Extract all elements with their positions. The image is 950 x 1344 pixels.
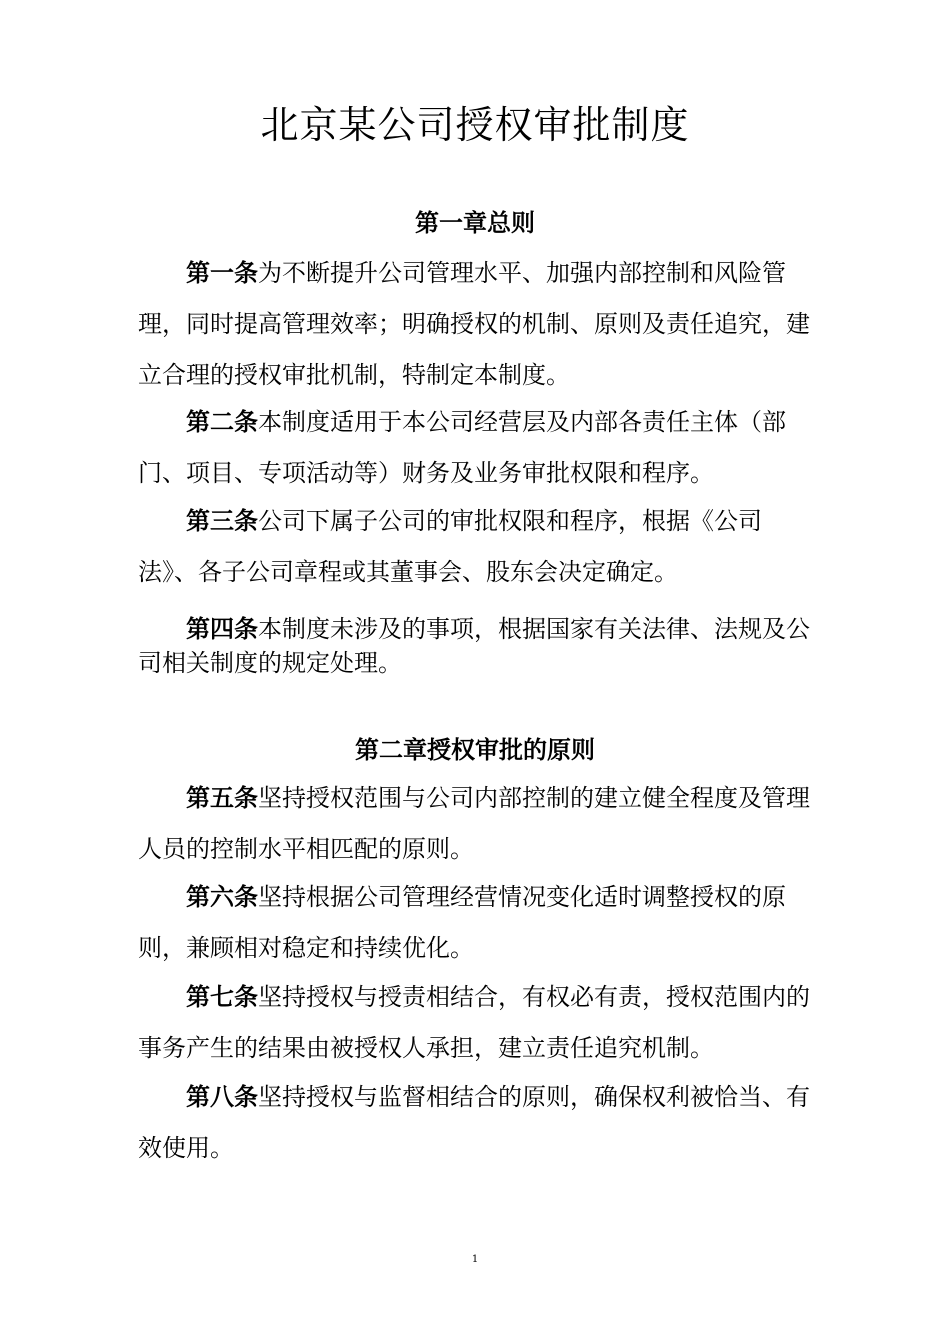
article-6 <box>138 872 810 974</box>
article-8 <box>138 1072 810 1174</box>
article-number: 第五条 <box>186 784 258 812</box>
article-text: 本制度适用于本公司经营层及内部各责任主体（部门、项目、专项活动等）财务及业务审批权限和程序。 <box>138 408 786 487</box>
document-title: 北京某公司授权审批制度 <box>260 103 690 147</box>
page-number: 1 <box>471 1254 479 1265</box>
article-4 <box>138 612 810 680</box>
article-text: 本制度未涉及的事项，根据国家有关法律、法规及公司相关制度的规定处理。 <box>138 615 810 677</box>
article-number: 第三条 <box>186 507 258 535</box>
chapter-heading-1: 第一章总则 <box>415 209 535 237</box>
chapter-heading-2: 第二章授权审批的原则 <box>355 736 595 764</box>
article-text: 公司下属子公司的审批权限和程序，根据《公司法》、各子公司章程或其董事会、股东会决定确定。 <box>138 507 762 586</box>
article-text: 坚持授权与监督相结合的原则，确保权利被恰当、有效使用。 <box>138 1083 810 1162</box>
article-text: 为不断提升公司管理水平、加强内部控制和风险管理，同时提高管理效率；明确授权的机制、原则及责任追究，建立合理的授权审批机制，特制定本制度。 <box>138 259 810 389</box>
article-number: 第七条 <box>186 983 258 1011</box>
article-text: 坚持授权范围与公司内部控制的建立健全程度及管理人员的控制水平相匹配的原则。 <box>138 784 810 863</box>
article-1 <box>138 248 810 401</box>
article-3 <box>138 496 810 598</box>
article-text: 坚持根据公司管理经营情况变化适时调整授权的原则，兼顾相对稳定和持续优化。 <box>138 883 786 962</box>
article-2 <box>138 397 810 499</box>
article-5 <box>138 773 810 875</box>
article-number: 第一条 <box>186 259 258 287</box>
article-text: 坚持授权与授责相结合，有权必有责，授权范围内的事务产生的结果由被授权人承担，建立责任追究机制。 <box>138 983 810 1062</box>
article-number: 第八条 <box>186 1083 258 1111</box>
article-7 <box>138 972 810 1074</box>
article-number: 第四条 <box>186 615 258 643</box>
article-number: 第六条 <box>186 883 258 911</box>
article-number: 第二条 <box>186 408 258 436</box>
